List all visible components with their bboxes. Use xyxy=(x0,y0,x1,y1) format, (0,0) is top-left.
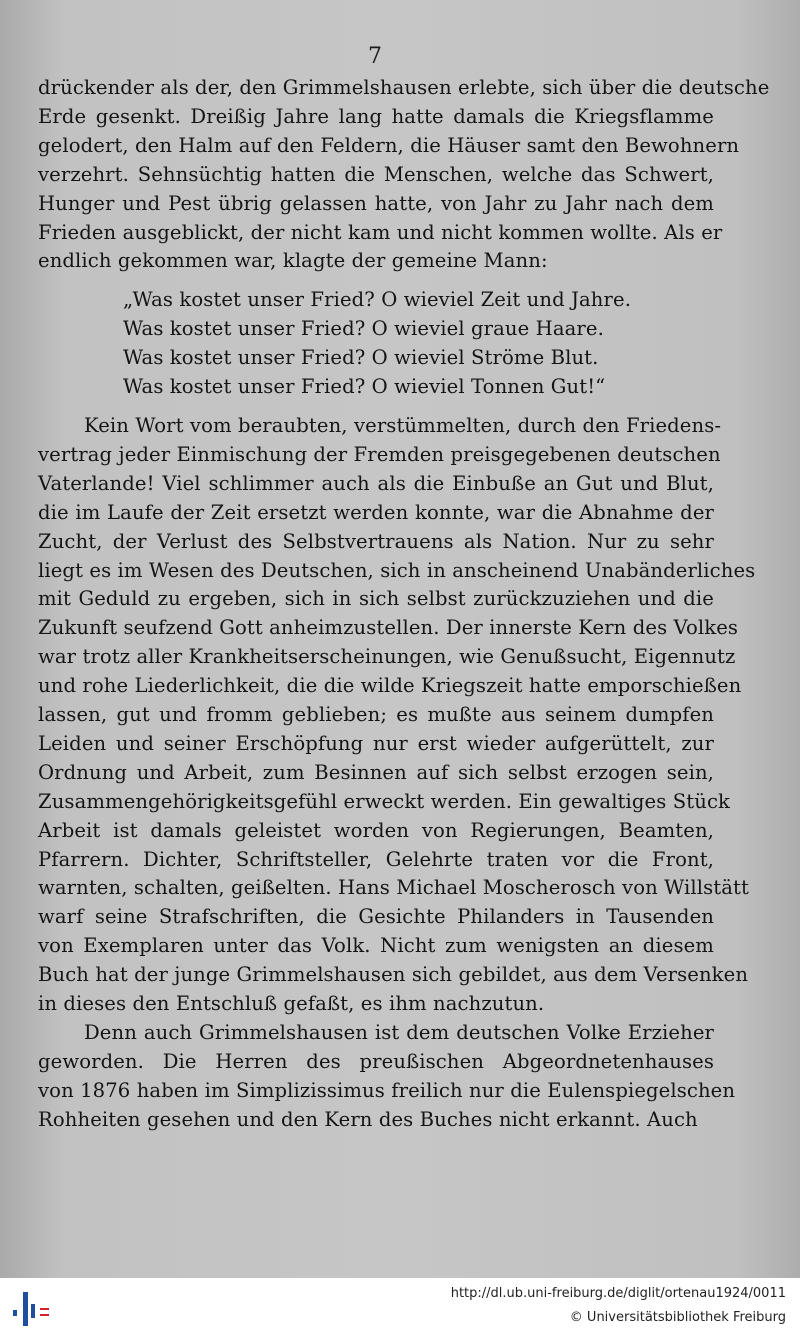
text-line: die im Laufe der Zeit ersetzt werden konnte, war die Abnahme der xyxy=(38,500,714,524)
text-line: geworden. Die Herren des preußischen Abgeordnetenhauses xyxy=(38,1049,714,1073)
text-line: Frieden ausgeblickt, der nicht kam und nicht kommen wollte. Als er xyxy=(38,220,723,244)
body-text xyxy=(38,74,770,1135)
text-line: Pfarrern. Dichter, Schriftsteller, Gelehrte traten vor die Front, xyxy=(38,847,714,871)
text-line: warf seine Strafschriften, die Gesichte Philanders in Tausenden xyxy=(38,905,714,929)
source-url-link[interactable]: http://dl.ub.uni-freiburg.de/diglit/ortenau1924/0011 xyxy=(450,1286,786,1301)
text-line: gelodert, den Halm auf den Feldern, die Häuser samt den Bewohnern xyxy=(38,133,740,157)
poem-quote xyxy=(123,286,714,402)
text-line: liegt es im Wesen des Deutschen, sich in anscheinend Unabänderliches xyxy=(38,558,756,582)
text-line: mit Geduld zu ergeben, sich in sich selbst zurückzuziehen und die xyxy=(38,587,714,611)
logo-dash-red-bottom xyxy=(40,1314,49,1316)
poem-line: Was kostet unser Fried? O wieviel Ströme Blut. xyxy=(123,346,599,370)
text-line: Rohheiten gesehen und den Kern des Buches nicht erkannt. Auch xyxy=(38,1107,698,1131)
logo-bar-right xyxy=(31,1304,35,1318)
text-line: lassen, gut und fromm geblieben; es mußte aus seinem dumpfen xyxy=(38,703,714,727)
text-line: und rohe Liederlichkeit, die die wilde Kriegszeit hatte emporschießen xyxy=(38,674,742,698)
text-line: Leiden und seiner Erschöpfung nur erst wieder aufgerüttelt, zur xyxy=(38,731,714,755)
paragraph xyxy=(38,412,756,1019)
text-line: drückender als der, den Grimmelshausen erlebte, sich über die deutsche xyxy=(38,76,770,99)
logo-bar-center xyxy=(23,1292,28,1326)
paragraph xyxy=(38,74,770,276)
logo-bar-left xyxy=(13,1310,17,1316)
ub-freiburg-logo-icon[interactable] xyxy=(10,1288,52,1328)
text-line: Hunger und Pest übrig gelassen hatte, von Jahr zu Jahr nach dem xyxy=(38,191,714,215)
text-line: Arbeit ist damals geleistet worden von Regierungen, Beamten, xyxy=(38,818,714,842)
text-line: Buch hat der junge Grimmelshausen sich gebildet, aus dem Versenken xyxy=(38,963,749,987)
text-line: Kein Wort vom beraubten, verstümmelten, durch den Friedens- xyxy=(84,413,722,437)
text-line: warnten, schalten, geißelten. Hans Michael Moscherosch von Willstätt xyxy=(38,876,749,900)
text-line: Erde gesenkt. Dreißig Jahre lang hatte damals die Kriegsflamme xyxy=(38,104,714,128)
page-number: 7 xyxy=(368,44,382,69)
copyright-notice: © Universitätsbibliothek Freiburg xyxy=(569,1310,786,1325)
footer-bar xyxy=(0,1278,800,1336)
text-line: Zukunft seufzend Gott anheimzustellen. Der innerste Kern des Volkes xyxy=(38,616,739,640)
text-line: von 1876 haben im Simplizissimus freilich nur die Eulenspiegelschen xyxy=(38,1078,736,1102)
text-line: Zucht, der Verlust des Selbstvertrauens als Nation. Nur zu sehr xyxy=(38,529,714,553)
poem-line: „Was kostet unser Fried? O wieviel Zeit und Jahre. xyxy=(123,288,632,312)
poem-line: Was kostet unser Fried? O wieviel Tonnen Gut!“ xyxy=(123,375,606,399)
text-line: verzehrt. Sehnsüchtig hatten die Menschen, welche das Schwert, xyxy=(38,162,714,186)
text-line: vertrag jeder Einmischung der Fremden preisgegebenen deutschen xyxy=(38,442,721,466)
text-line: Ordnung und Arbeit, zum Besinnen auf sich selbst erzogen sein, xyxy=(38,760,714,784)
text-line: Denn auch Grimmelshausen ist dem deutschen Volke Erzieher xyxy=(84,1021,714,1044)
text-line: endlich gekommen war, klagte der gemeine Mann: xyxy=(38,249,548,273)
text-line: in dieses den Entschluß gefaßt, es ihm nachzutun. xyxy=(38,992,545,1016)
text-line: war trotz aller Krankheitserscheinungen, wie Genußsucht, Eigennutz xyxy=(38,645,736,669)
paragraph xyxy=(38,1019,736,1135)
logo-dash-red-top xyxy=(40,1308,49,1310)
poem-line: Was kostet unser Fried? O wieviel graue Haare. xyxy=(123,317,604,341)
text-line: Zusammengehörigkeitsgefühl erweckt werden. Ein gewaltiges Stück xyxy=(38,789,730,813)
text-line: von Exemplaren unter das Volk. Nicht zum wenigsten an diesem xyxy=(38,934,714,958)
text-line: Vaterlande! Viel schlimmer auch als die Einbuße an Gut und Blut, xyxy=(38,471,714,495)
